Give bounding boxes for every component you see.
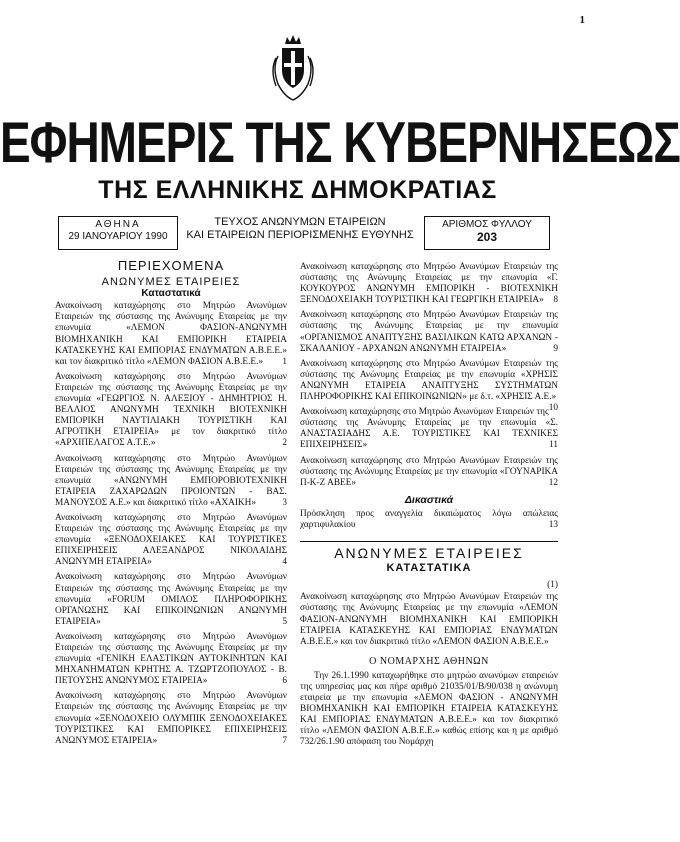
- contents-entry-page: 11: [549, 440, 558, 451]
- article-subheading: ΚΑΤΑΣΤΑΤΙΚΑ: [386, 562, 472, 575]
- contents-entry-page: 5: [282, 616, 287, 627]
- contents-entry: [300, 358, 558, 414]
- contents-entry-text: Ανακοίνωση καταχώρησης στο Μητρώο Ανωνύμων Εταιρειών της σύστασης της Ανώνυμης Εταιρείας με την επωνυμία «ΛΕΜΟΝ ΦΑΣΙΟΝ-ΑΝΩΝΥΜΗ ΒΙΟΜΗΧΑΝΙΚΗ ΚΑΙ ΕΜΠΟΡΙΚΗ ΕΤΑΙΡΕΙΑ ΚΑΤΑΣΚΕΥΗΣ ΚΑΙ ΕΜΠΟΡΙΑΣ ΕΝΔΥΜΑΤΩΝ Α.Β.Ε.Ε.» και τον διακριτικό τίτλο «ΛΕΜΟΝ ΦΑΣΙΟΝ Α.Β.Ε.Ε.»: [55, 301, 287, 367]
- sheet-number-box: [424, 216, 550, 250]
- gazette-subtitle: ΤΗΣ ΕΛΛΗΝΙΚΗΣ ΔΗΜΟΚΡΑΤΙΑΣ: [98, 176, 497, 204]
- page-number: 1: [579, 14, 585, 26]
- contents-entry: [300, 509, 558, 531]
- notice-title: Ανακοίνωση καταχώρησης στο Μητρώο Ανωνύμων Εταιρειών της σύστασης της Ανώνυμης Εταιρείας με την επωνυμία «ΛΕΜΟΝ ΦΑΣΙΟΝ-ΑΝΩΝΥΜΗ ΒΙΟΜΗΧΑΝΙΚΗ ΚΑΙ ΕΜΠΟΡΙΚΗ ΕΤΑΙΡΕΙΑ ΚΑΤΑΣΚΕΥΗΣ ΚΑΙ ΕΜΠΟΡΙΑΣ ΕΝΔΥΜΑΤΩΝ Α.Β.Ε.Ε.» και τον διακριτικό τίτλο «ΛΕΜΟΝ ΦΑΣΙΟΝ Α.Β.Ε.Ε.»: [300, 592, 558, 647]
- contents-right-list: [300, 262, 558, 489]
- issue-type-line-2: ΚΑΙ ΕΤΑΙΡΕΙΩΝ ΠΕΡΙΟΡΙΣΜΕΝΗΣ ΕΥΘΥΝΗΣ: [186, 229, 414, 241]
- contents-entry: [55, 632, 287, 687]
- contents-entry: [300, 310, 558, 354]
- contents-entry-text: Ανακοίνωση καταχώρησης στο Μητρώο Ανωνύμων Εταιρειών της σύστασης της Ανώνυμης Εταιρείας με την επωνυμία «FORUM ΟΜΙΛΟΣ ΠΛΗΡΟΦΟΡΙΚΗΣ ΟΡΓΑΝΩΣΗΣ ΚΑΙ ΕΠΙΚΟΙΝΩΝΙΩΝ ΑΝΩΝΥΜΗ ΕΤΑΙΡΕΙΑ»: [55, 572, 287, 627]
- contents-entry-text: Ανακοίνωση καταχώρησης στο Μητρώο Ανωνύμων Εταιρειών της σύστασης της Ανώνυμης Εταιρείας με την επωνυμία «Σ. ΑΝΑΣΤΑΣΙΑΔΗΣ Α.Ε. ΤΟΥΡΙΣΤΙΚΕΣ ΚΑΙ ΤΕΧΝΙΚΕΣ ΕΠΙΧΕΙΡΗΣΕΙΣ»: [300, 407, 558, 451]
- issue-date: 29 ΙΑΝΟΥΑΡΙΟΥ 1990: [68, 231, 168, 242]
- contents-subheading: Καταστατικά: [141, 288, 201, 300]
- issue-type-line-1: ΤΕΥΧΟΣ ΑΝΩΝΥΜΩΝ ΕΤΑΙΡΕΙΩΝ: [214, 216, 386, 228]
- contents-entry: [55, 513, 287, 568]
- date-box: [58, 216, 178, 250]
- notice-number: (1): [547, 580, 558, 591]
- contents-right-column: [300, 262, 558, 749]
- contents-entry: [300, 262, 558, 306]
- contents-left-list: [55, 301, 287, 747]
- contents-entry: [55, 572, 287, 627]
- contents-entry-page: 7: [282, 735, 287, 746]
- issue-info-bar: [58, 214, 558, 252]
- contents-entry-page: 8: [553, 295, 558, 306]
- contents-category: ΑΝΩΝΥΜΕΣ ΕΤΑΙΡΕΙΕΣ: [101, 276, 241, 289]
- contents-entry-text: Ανακοίνωση καταχώρησης στο Μητρώο Ανωνύμων Εταιρειών της σύστασης της Ανώνυμης Εταιρείας με την επωνυμία «Γ. ΚΟΥΚΟΥΡΟΣ ΑΝΩΝΥΜΗ ΕΜΠΟΡΙΚΗ - ΒΙΟΤΕΧΝΙΚΗ ΞΕΝΟΔΟΧΕΙΑΚΗ ΤΟΥΡΙΣΤΙΚΗ ΚΑΙ ΓΕΩΡΓΙΚΗ ΕΤΑΙΡΕΙΑ»: [300, 262, 558, 306]
- article-section-heading: ΑΝΩΝΥΜΕΣ ΕΤΑΙΡΕΙΕΣ: [334, 545, 524, 562]
- contents-entry-page: 12: [548, 477, 558, 488]
- contents-entry-text: Ανακοίνωση καταχώρησης στο Μητρώο Ανωνύμων Εταιρειών της σύστασης της Ανώνυμης Εταιρείας με την επωνυμία «ΑΝΩΝΥΜΗ ΕΜΠΟΡΟΒΙΟΤΕΧΝΙΚΗ ΕΤΑΙΡΕΙΑ ΖΑΧΑΡΩΔΩΝ ΠΡΟΙΟΝΤΩΝ - ΒΑΣ. ΜΑΝΟΥΣΟΣ Α.Ε.» και διακριτικό τίτλο «ΑΧΑΙΚΗ»: [55, 453, 287, 508]
- contents-entry-text: Ανακοίνωση καταχώρησης στο Μητρώο Ανωνύμων Εταιρειών της σύστασης της Ανώνυμης Εταιρείας με την επωνυμία «ΓΕΝΙΚΗ ΕΛΑΣΤΙΚΩΝ ΑΥΤΟΚΙΝΗΤΩΝ ΚΑΙ ΜΗΧΑΝΗΜΑΤΩΝ ΚΡΗΤΗΣ Α. ΤΖΩΡΤΖΟΠΟΥΛΟΣ - Β. ΠΕΤΟΥΣΗΣ ΑΝΩΝΥΜΟΣ ΕΤΑΙΡΕΙΑ»: [55, 631, 287, 687]
- sheet-number-label: ΑΡΙΘΜΟΣ ΦΥΛΛΟΥ: [442, 219, 532, 230]
- contents-entry-page: 2: [282, 438, 287, 449]
- contents-entry-page: 1: [282, 356, 287, 367]
- contents-entry-page: 4: [282, 557, 287, 568]
- legal-heading: Δικαστικά: [404, 493, 454, 506]
- greek-coat-of-arms-emblem: [268, 8, 318, 108]
- issue-type-box: [186, 214, 414, 250]
- contents-entry-page: 9: [553, 343, 558, 354]
- gazette-title: ΕΦΗΜΕΡΙΣ ΤΗΣ ΚΥΒΕΡΝΗΣΕΩΣ: [0, 109, 680, 175]
- article-body: Την 26.1.1990 καταχωρήθηκε στο μητρώο ανωνύμων εταιρειών της υπηρεσίας μας και πήρε αριθμό 21035/01/Β/90/038 η ανώνυμη εταιρεία με την επωνυμία «ΛΕΜΟΝ ΦΑΣΙΟΝ - ΑΝΩΝΥΜΗ ΒΙΟΜΗΧΑΝΙΚΗ ΚΑΙ ΕΜΠΟΡΙΚΗ ΕΤΑΙΡΕΙΑ ΚΑΤΑΣΚΕΥΗΣ ΚΑΙ ΕΜΠΟΡΙΑΣ ΕΝΔΥΜΑΤΩΝ Α.Β.Ε.Ε.» και τον διακριτικό τίτλο «ΛΕΜΟΝ ΦΑΣΙΟΝ Α.Β.Ε.Ε.» καθώς επίσης και η με αριθμό 732/26.1.90 απόφαση του Νομάρχη: [300, 670, 558, 748]
- contents-entry: [300, 407, 558, 451]
- sheet-number: 203: [476, 230, 498, 244]
- contents-entry: [55, 454, 287, 509]
- section-divider: [300, 541, 558, 542]
- contents-entry-page: 13: [548, 519, 558, 530]
- contents-entry-text: Ανακοίνωση καταχώρησης στο Μητρώο Ανωνύμων Εταιρειών της σύστασης της Ανώνυμης Εταιρείας με την επωνυμία «ΞΕΝΟΔΟΧΕΙΟ ΟΛΥΜΠΙΚ ΞΕΝΟΔΟΧΕΙΑΚΕΣ ΤΟΥΡΙΣΤΙΚΕΣ ΚΑΙ ΕΜΠΟΡΙΚΕΣ ΕΠΙΧΕΙΡΗΣΕΙΣ ΑΝΩΝΥΜΟΣ ΕΤΑΙΡΕΙΑ»: [55, 691, 287, 746]
- contents-entry: [300, 456, 558, 489]
- contents-heading: ΠΕΡΙΕΧΟΜΕΝΑ: [117, 258, 225, 273]
- contents-entry-page: 6: [282, 676, 287, 687]
- legal-list: [300, 509, 558, 531]
- contents-entry-text: Ανακοίνωση καταχώρησης στο Μητρώο Ανωνύμων Εταιρειών της σύστασης της Ανώνυμης Εταιρείας με την επωνυμία «ΧΡΗΣΙΣ ΑΝΩΝΥΜΗ ΕΤΑΙΡΕΙΑ ΑΝΑΠΤΥΞΗΣ ΣΥΣΤΗΜΑΤΩΝ ΠΛΗΡΟΦΟΡΙΚΗΣ ΚΑΙ ΕΠΙΚΟΙΝΩΝΙΩΝ» με δ.τ. «ΧΡΗΣΙΣ Α.Ε.»: [300, 358, 558, 403]
- contents-entry-text: Ανακοίνωση καταχώρησης στο Μητρώο Ανωνύμων Εταιρειών της σύστασης της Ανώνυμης Εταιρείας με την επωνυμία «ΓΕΩΡΓΙΟΣ Ν. ΑΛΕΞΙΟΥ - ΔΗΜΗΤΡΙΟΣ Η. ΒΕΛΛΙΟΣ ΑΝΩΝΥΜΗ ΤΕΧΝΙΚΗ ΒΙΟΤΕΧΝΙΚΗ ΕΜΠΟΡΙΚΗ ΝΑΥΤΙΛΙΑΚΗ ΤΟΥΡΙΣΤΙΚΗ ΚΑΙ ΑΓΡΟΤΙΚΗ ΕΤΑΙΡΕΙΑ» με τον διακριτικό τίτλο «ΑΡΧΙΠΕΛΑΓΟΣ Α.Τ.Ε.»: [55, 371, 287, 449]
- contents-entry: [55, 372, 287, 450]
- contents-entry-page: 10: [548, 403, 558, 414]
- contents-left-column: [55, 260, 287, 751]
- contents-entry-text: Ανακοίνωση καταχώρησης στο Μητρώο Ανωνύμων Εταιρειών της σύστασης της Ανώνυμης Εταιρείας με την επωνυμία «ΟΡΓΑΝΙΣΜΟΣ ΑΝΑΠΤΥΞΗΣ ΒΑΣΙΛΙΚΩΝ ΚΑΤΩ ΑΡΧΑΝΩΝ - ΣΚΑΛΑΝΙΟΥ - ΑΡΧΑΝΩΝ ΑΝΩΝΥΜΗ ΕΤΑΙΡΕΙΑ»: [300, 310, 558, 354]
- contents-entry: [55, 301, 287, 368]
- contents-entry-text: Πρόσκληση προς αναγγελία δικαιώματος λόγω απώλειας χαρτιφυλακίου: [300, 508, 558, 530]
- contents-entry: [55, 691, 287, 746]
- contents-entry-text: Ανακοίνωση καταχώρησης στο Μητρώο Ανωνύμων Εταιρειών της σύστασης της Ανώνυμης Εταιρείας με την επωνυμία «ΞΕΝΟΔΟΧΕΙΑΚΕΣ ΚΑΙ ΤΟΥΡΙΣΤΙΚΕΣ ΕΠΙΧΕΙΡΗΣΕΙΣ ΑΛΕΞΑΝΔΡΟΣ ΝΙΚΟΛΑΙΔΗΣ ΑΝΩΝΥΜΗ ΕΤΑΙΡΕΙΑ»: [55, 512, 287, 568]
- contents-entry-text: Ανακοίνωση καταχώρησης στο Μητρώο Ανωνύμων Εταιρειών της σύστασης της Ανώνυμης Εταιρείας με την επωνυμία «ΓΟΥΝΑΡΙΚΑ Π-Κ-Ζ ΑΒΕΕ»: [300, 455, 558, 488]
- issuer-heading: Ο ΝΟΜΑΡΧΗΣ ΑΘΗΝΩΝ: [369, 655, 489, 667]
- contents-entry-page: 3: [282, 497, 287, 508]
- city-label: ΑΘΗΝΑ: [95, 219, 141, 230]
